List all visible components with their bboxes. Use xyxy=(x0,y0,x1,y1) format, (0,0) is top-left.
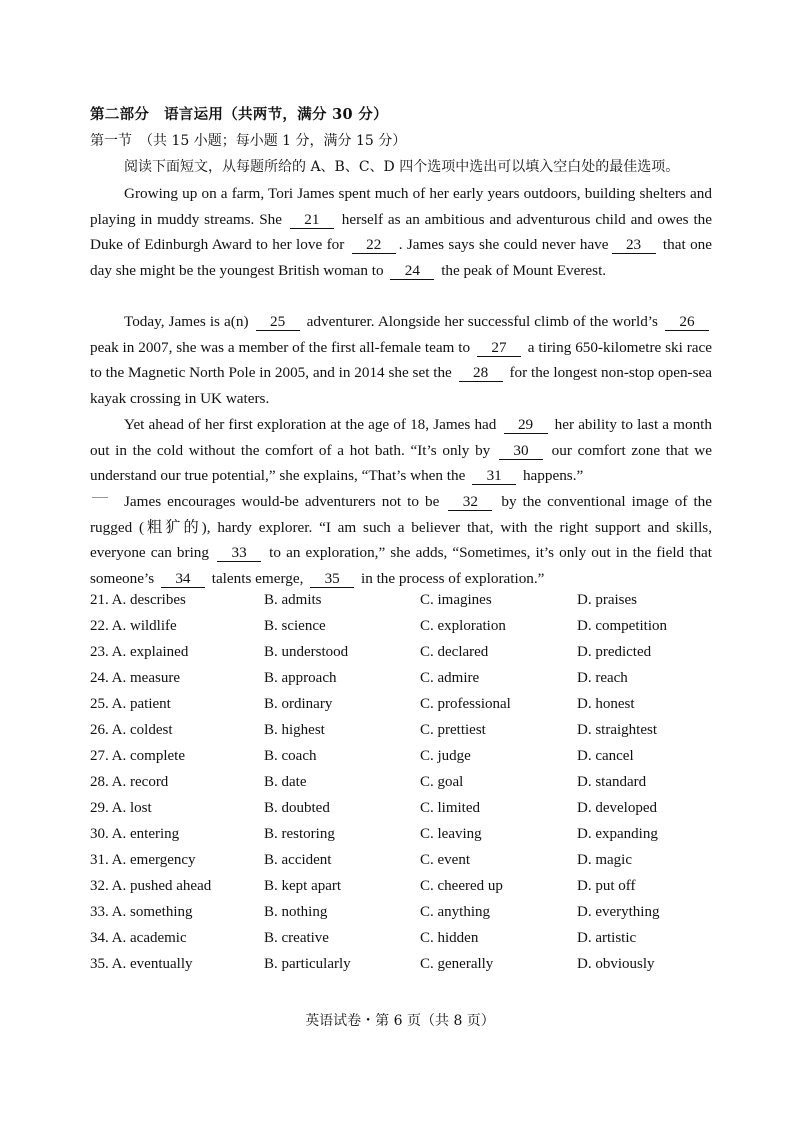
option-d: D. put off xyxy=(577,878,636,894)
option-b: B. approach xyxy=(264,670,337,686)
option-a: 24. A. measure xyxy=(90,670,180,686)
option-c: C. limited xyxy=(420,800,480,816)
passage-text: Yet ahead of her first exploration at the age of 18, James had xyxy=(124,416,501,433)
question-33 xyxy=(90,904,710,930)
option-a: 32. A. pushed ahead xyxy=(90,878,212,894)
question-34 xyxy=(90,930,710,956)
question-32 xyxy=(90,878,710,904)
option-c: C. exploration xyxy=(420,618,506,634)
blank-32: 32 xyxy=(448,494,492,511)
option-c: C. professional xyxy=(420,696,511,712)
option-b: B. doubted xyxy=(264,800,330,816)
option-c: C. prettiest xyxy=(420,722,486,738)
option-c: C. imagines xyxy=(420,592,492,608)
option-a: 23. A. explained xyxy=(90,644,189,660)
passage-text: James encourages would-be adventurers not to be xyxy=(124,493,446,510)
blank-28: 28 xyxy=(459,365,503,382)
option-d: D. standard xyxy=(577,774,647,790)
option-b: B. accident xyxy=(264,852,332,868)
option-d: D. praises xyxy=(577,592,637,608)
passage-paragraph-4 xyxy=(90,489,712,591)
option-b: B. admits xyxy=(264,592,322,608)
question-23 xyxy=(90,644,710,670)
question-25 xyxy=(90,696,710,722)
blank-22: 22 xyxy=(352,237,396,254)
option-a: 34. A. academic xyxy=(90,930,187,946)
option-b: B. nothing xyxy=(264,904,328,920)
option-b: B. understood xyxy=(264,644,349,660)
passage-text: that one day she might be the youngest British woman to xyxy=(90,236,713,279)
passage-text: adventurer. Alongside her successful climb of the world’s xyxy=(302,313,663,330)
passage-text: her ability to last a month out in the cold without the comfort of a hot bath. “It’s only by xyxy=(90,416,712,459)
option-c: C. declared xyxy=(420,644,489,660)
question-35 xyxy=(90,956,710,982)
option-c: C. leaving xyxy=(420,826,482,842)
passage-paragraph-2 xyxy=(90,309,712,411)
passage-text: a tiring 650-kilometre ski race to the Magnetic North Pole in 2005, and in 2014 she set the xyxy=(90,338,712,382)
question-27 xyxy=(90,748,710,774)
option-d: D. honest xyxy=(577,696,635,712)
passage-text: for the longest non-stop open-sea kayak crossing in UK waters. xyxy=(90,364,712,407)
passage-paragraph-1 xyxy=(90,181,712,283)
blank-26: 26 xyxy=(665,314,709,331)
option-d: D. reach xyxy=(577,670,628,686)
blank-31: 31 xyxy=(472,468,516,485)
options-list xyxy=(90,592,710,982)
option-a: 29. A. lost xyxy=(90,800,152,816)
option-a: 30. A. entering xyxy=(90,826,180,842)
option-d: D. predicted xyxy=(577,644,652,660)
option-b: B. coach xyxy=(264,748,317,764)
option-a: 28. A. record xyxy=(90,774,169,790)
option-c: C. anything xyxy=(420,904,490,920)
option-c: C. hidden xyxy=(420,930,479,946)
option-b: B. kept apart xyxy=(264,878,342,894)
option-b: B. highest xyxy=(264,722,325,738)
option-d: D. cancel xyxy=(577,748,634,764)
option-c: C. cheered up xyxy=(420,878,503,894)
page-footer: 英语试卷・第 6 页（共 8 页） xyxy=(305,1013,495,1029)
option-d: D. magic xyxy=(577,852,632,868)
option-a: 21. A. describes xyxy=(90,592,186,608)
blank-27: 27 xyxy=(477,340,521,357)
passage-text: the peak of Mount Everest. xyxy=(437,261,607,279)
blank-33: 33 xyxy=(217,545,261,562)
question-24 xyxy=(90,670,710,696)
blank-24: 24 xyxy=(390,263,434,280)
option-a: 33. A. something xyxy=(90,904,193,920)
question-26 xyxy=(90,722,710,748)
passage-text: in the process of exploration.” xyxy=(357,569,545,587)
blank-29: 29 xyxy=(504,417,548,434)
option-d: D. competition xyxy=(577,618,667,634)
option-b: B. restoring xyxy=(264,826,335,842)
passage-text: to an exploration,” she adds, “Sometimes, it’s only out in the field that someone’s xyxy=(90,544,713,587)
question-31 xyxy=(90,852,710,878)
blank-34: 34 xyxy=(161,571,205,588)
passage-text: happens.” xyxy=(519,467,584,485)
passage-text: herself as an ambitious and adventurous child and owes the Duke of Edinburgh Award to her love for xyxy=(90,210,712,254)
option-a: 35. A. eventually xyxy=(90,956,193,972)
passage-text: by the conventional image of the rugged (粗犷的), hardy explorer. “I am such a believer that, with the right support and skills, everyone can bring xyxy=(90,493,713,562)
subsection-title: 第一节 （共 15 小题；每小题 1 分，满分 15 分） xyxy=(90,133,407,149)
option-c: C. generally xyxy=(420,956,494,972)
question-22 xyxy=(90,618,710,644)
option-b: B. creative xyxy=(264,930,329,946)
option-d: D. artistic xyxy=(577,930,637,946)
section-title: 第二部分 语言运用（共两节，满分 30 分） xyxy=(90,106,388,123)
passage-text: talents emerge, xyxy=(207,569,308,587)
blank-25: 25 xyxy=(256,314,300,331)
passage-text: Today, James is a(n) xyxy=(124,313,253,330)
passage-text: our comfort zone that we understand our true potential,” she explains, “That’s when the xyxy=(90,441,712,485)
passage-text: Growing up on a farm, Tori James spent much of her early years outdoors, building shelters and playing in muddy streams. She xyxy=(90,185,712,228)
passage-text: . James says she could never have xyxy=(398,236,609,254)
option-d: D. expanding xyxy=(577,826,658,842)
option-a: 22. A. wildlife xyxy=(90,618,177,634)
option-b: B. science xyxy=(264,618,326,634)
option-a: 27. A. complete xyxy=(90,748,185,764)
blank-30: 30 xyxy=(499,443,543,460)
option-a: 26. A. coldest xyxy=(90,722,173,738)
question-29 xyxy=(90,800,710,826)
option-b: B. particularly xyxy=(264,956,351,972)
option-d: D. developed xyxy=(577,800,657,816)
option-d: D. obviously xyxy=(577,956,655,972)
option-d: D. everything xyxy=(577,904,660,920)
passage-paragraph-3 xyxy=(90,412,712,489)
option-a: 25. A. patient xyxy=(90,696,171,712)
question-21 xyxy=(90,592,710,618)
option-c: C. event xyxy=(420,852,470,868)
option-c: C. goal xyxy=(420,774,464,790)
blank-21: 21 xyxy=(290,212,334,229)
option-b: B. date xyxy=(264,774,307,790)
blank-23: 23 xyxy=(612,237,656,254)
passage-text: peak in 2007, she was a member of the first all-female team to xyxy=(90,338,474,356)
option-a: 31. A. emergency xyxy=(90,852,196,868)
question-30 xyxy=(90,826,710,852)
option-d: D. straightest xyxy=(577,722,657,738)
instructions: 阅读下面短文，从每题所给的 A、B、C、D 四个选项中选出可以填入空白处的最佳选项。 xyxy=(124,159,680,175)
question-28 xyxy=(90,774,710,800)
option-b: B. ordinary xyxy=(264,696,333,712)
option-c: C. admire xyxy=(420,670,480,686)
blank-35: 35 xyxy=(310,571,354,588)
option-c: C. judge xyxy=(420,748,471,764)
